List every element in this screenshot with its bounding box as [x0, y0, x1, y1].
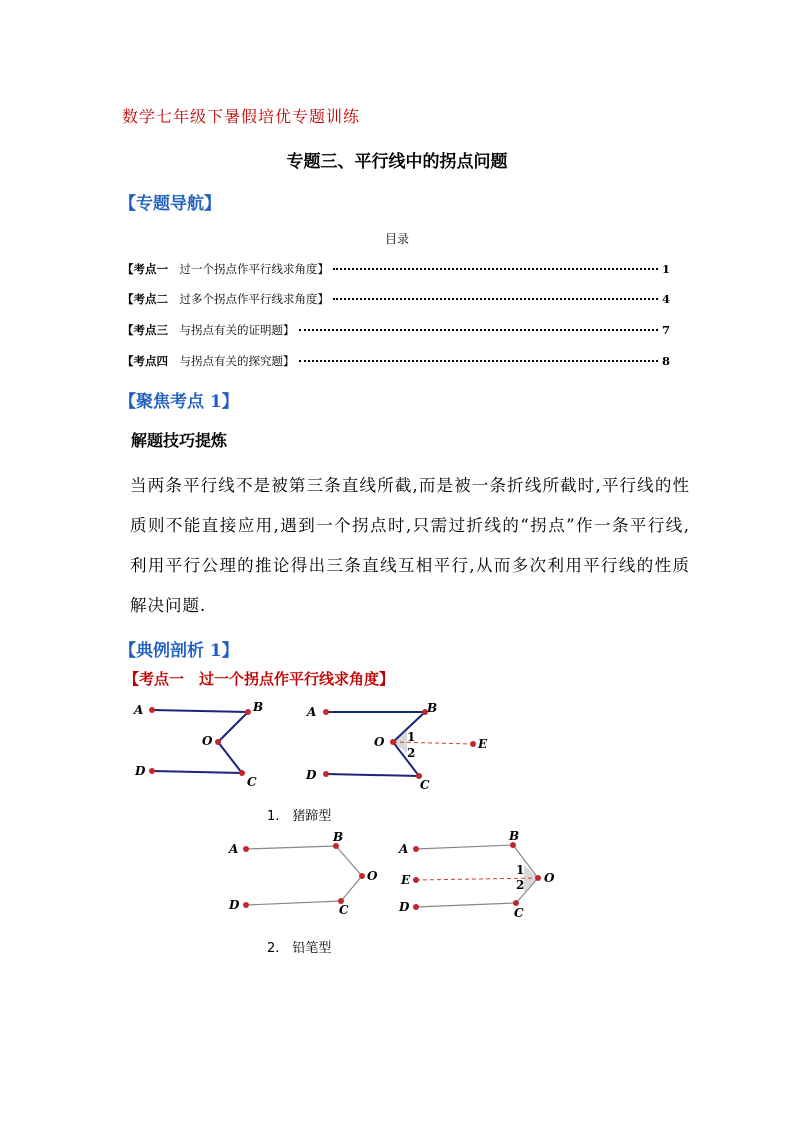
- toc-page: 1: [661, 262, 670, 276]
- label-O: O: [544, 871, 555, 885]
- figure-qianbi-aux: [396, 830, 566, 925]
- nav-heading: 【专题导航】: [119, 194, 221, 214]
- focus-heading: 【聚焦考点 1】: [119, 392, 239, 412]
- page-title: 专题三、平行线中的拐点问题: [286, 152, 508, 172]
- caption-fig2: 2. 铅笔型: [267, 941, 332, 956]
- label-O: O: [367, 869, 378, 883]
- angle-2-label: 2: [516, 878, 525, 892]
- toc-tag: 【考点四: [122, 354, 168, 368]
- label-O: O: [202, 734, 213, 748]
- label-E: E: [401, 873, 411, 887]
- angle-1-label: 1: [407, 730, 416, 744]
- toc-leader: [333, 268, 658, 270]
- caption-fig1: 1. 猪蹄型: [267, 809, 332, 824]
- label-A: A: [134, 703, 144, 717]
- toc-leader: [299, 360, 658, 362]
- label-C: C: [339, 903, 349, 917]
- toc-entry[interactable]: [122, 322, 670, 338]
- figure-zhuti-plain: [130, 695, 280, 795]
- toc-leader: [299, 329, 658, 331]
- label-O: O: [374, 735, 385, 749]
- label-E: E: [478, 737, 488, 751]
- toc-text: 过一个拐点作平行线求角度】: [179, 262, 329, 276]
- label-D: D: [306, 768, 317, 782]
- label-C: C: [514, 906, 524, 920]
- toc-text: 过多个拐点作平行线求角度】: [179, 292, 329, 306]
- tips-heading: 解题技巧提炼: [131, 431, 228, 450]
- toc-text: 与拐点有关的证明题】: [179, 323, 295, 337]
- label-A: A: [399, 842, 409, 856]
- toc-entry[interactable]: [122, 261, 670, 277]
- label-D: D: [135, 764, 146, 778]
- label-D: D: [399, 900, 410, 914]
- toc-tag: 【考点二: [122, 292, 168, 306]
- toc-page: 8: [661, 354, 670, 368]
- figure-zhuti-aux: [298, 695, 498, 795]
- toc-tag: 【考点三: [122, 323, 168, 337]
- toc-leader: [333, 298, 658, 300]
- label-B: B: [253, 700, 264, 714]
- kaodian-one-heading: 【考点一 过一个拐点作平行线求角度】: [124, 670, 395, 688]
- toc-entry[interactable]: [122, 291, 670, 307]
- toc-entry[interactable]: [122, 353, 670, 369]
- label-A: A: [229, 842, 239, 856]
- series-header: 数学七年级下暑假培优专题训练: [122, 107, 361, 126]
- toc-title: 目录: [384, 232, 409, 246]
- angle-2-label: 2: [407, 746, 416, 760]
- toc-page: 4: [661, 292, 670, 306]
- toc-tag: 【考点一: [122, 262, 168, 276]
- label-D: D: [229, 898, 240, 912]
- label-C: C: [247, 775, 257, 789]
- label-C: C: [420, 778, 430, 792]
- toc-text: 与拐点有关的探究题】: [179, 354, 295, 368]
- figure-qianbi-plain: [226, 830, 386, 920]
- angle-1-label: 1: [516, 863, 525, 877]
- tips-paragraph: 当两条平行线不是被第三条直线所截,而是被一条折线所截时,平行线的性质则不能直接应用,遇到一个拐点时,只需过折线的“拐点”作一条平行线,利用平行公理的推论得出三条直线互相平行,从而多次利用平行线的性质解决问题.: [130, 476, 690, 615]
- label-B: B: [427, 701, 438, 715]
- label-A: A: [307, 705, 317, 719]
- label-B: B: [509, 830, 520, 843]
- example-heading: 【典例剖析 1】: [119, 641, 239, 661]
- label-B: B: [333, 830, 344, 844]
- toc-page: 7: [661, 323, 670, 337]
